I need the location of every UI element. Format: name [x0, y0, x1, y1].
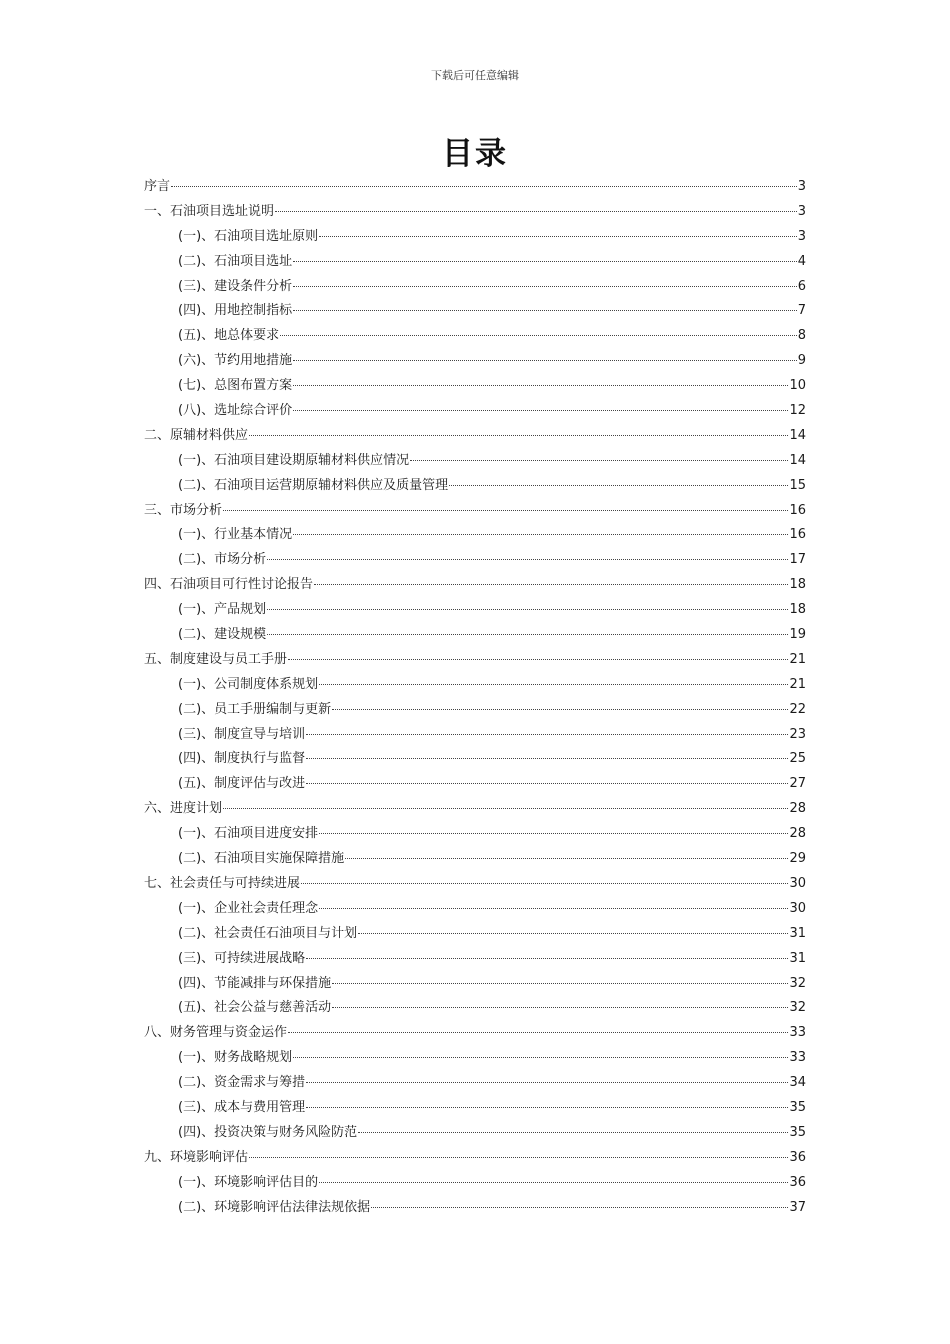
toc-entry[interactable] [144, 723, 806, 748]
toc-entry-label: (二)、社会责任石油项目与计划 [178, 925, 358, 941]
toc-entry-page-number: 16 [789, 502, 806, 518]
toc-entry[interactable] [144, 1146, 806, 1171]
toc-entry-label: (三)、建设条件分析 [178, 278, 293, 294]
toc-entry-page-number: 23 [789, 726, 806, 742]
table-of-contents [144, 175, 806, 1220]
toc-entry[interactable] [144, 822, 806, 847]
toc-entry-page-number: 30 [789, 875, 806, 891]
toc-dot-leader [332, 1006, 788, 1008]
toc-entry[interactable] [144, 1071, 806, 1096]
toc-entry-label: (一)、财务战略规划 [178, 1050, 293, 1066]
toc-entry-label: (五)、地总体要求 [178, 328, 280, 344]
toc-entry[interactable] [144, 648, 806, 673]
toc-entry-label: (一)、企业社会责任理念 [178, 900, 319, 916]
toc-dot-leader [223, 807, 788, 809]
toc-entry[interactable] [144, 1196, 806, 1221]
toc-entry[interactable] [144, 449, 806, 474]
toc-entry-page-number: 17 [789, 552, 806, 568]
toc-entry-page-number: 35 [789, 1124, 806, 1140]
toc-entry[interactable] [144, 275, 806, 300]
toc-entry[interactable] [144, 175, 806, 200]
toc-entry-label: (一)、石油项目选址原则 [178, 228, 319, 244]
toc-entry-label: (四)、用地控制指标 [178, 303, 293, 319]
toc-dot-leader [267, 633, 788, 635]
toc-dot-leader [293, 285, 797, 287]
toc-entry-label: (一)、环境影响评估目的 [178, 1174, 319, 1190]
toc-entry[interactable] [144, 972, 806, 997]
toc-entry[interactable] [144, 250, 806, 275]
toc-dot-leader [275, 210, 797, 212]
toc-entry[interactable] [144, 772, 806, 797]
toc-entry[interactable] [144, 598, 806, 623]
toc-dot-leader [306, 733, 788, 735]
toc-entry[interactable] [144, 474, 806, 499]
toc-entry[interactable] [144, 922, 806, 947]
toc-entry-page-number: 6 [797, 278, 806, 294]
toc-entry-page-number: 16 [789, 527, 806, 543]
toc-entry-label: 八、财务管理与资金运作 [144, 1025, 288, 1041]
toc-entry-label: (三)、成本与费用管理 [178, 1099, 306, 1115]
toc-dot-leader [293, 1056, 788, 1058]
toc-entry-label: (三)、制度宣导与培训 [178, 726, 306, 742]
toc-entry-page-number: 35 [789, 1099, 806, 1115]
toc-dot-leader [280, 334, 797, 336]
toc-entry-page-number: 21 [789, 676, 806, 692]
toc-entry[interactable] [144, 797, 806, 822]
toc-entry-label: (五)、制度评估与改进 [178, 776, 306, 792]
toc-entry[interactable] [144, 897, 806, 922]
toc-entry-page-number: 33 [789, 1025, 806, 1041]
toc-entry-label: 七、社会责任与可持续进展 [144, 875, 301, 891]
toc-entry-label: 序言 [144, 179, 171, 194]
toc-dot-leader [249, 1156, 788, 1158]
toc-entry[interactable] [144, 847, 806, 872]
toc-entry-label: (二)、石油项目选址 [178, 253, 293, 269]
toc-dot-leader [267, 608, 788, 610]
toc-dot-leader [288, 1031, 788, 1033]
toc-entry-label: (三)、可持续进展战略 [178, 950, 306, 966]
toc-entry-page-number: 36 [789, 1149, 806, 1165]
toc-entry[interactable] [144, 399, 806, 424]
toc-dot-leader [314, 583, 788, 585]
toc-entry[interactable] [144, 548, 806, 573]
toc-dot-leader [358, 932, 788, 934]
toc-entry-label: (八)、选址综合评价 [178, 403, 293, 419]
toc-dot-leader [293, 260, 797, 262]
toc-entry[interactable] [144, 1021, 806, 1046]
toc-entry[interactable] [144, 1096, 806, 1121]
toc-entry-page-number: 28 [789, 826, 806, 842]
toc-entry-page-number: 4 [797, 253, 806, 269]
toc-entry-page-number: 34 [789, 1075, 806, 1091]
toc-entry-label: 五、制度建设与员工手册 [144, 651, 288, 667]
toc-entry[interactable] [144, 374, 806, 399]
toc-entry-page-number: 22 [789, 701, 806, 717]
toc-entry-page-number: 9 [797, 353, 806, 369]
toc-entry-page-number: 30 [789, 900, 806, 916]
toc-entry-page-number: 31 [789, 925, 806, 941]
toc-entry-label: (一)、公司制度体系规划 [178, 676, 319, 692]
toc-entry[interactable] [144, 872, 806, 897]
toc-entry-page-number: 3 [797, 228, 806, 244]
toc-entry[interactable] [144, 523, 806, 548]
toc-entry-page-number: 3 [797, 203, 806, 219]
toc-entry-page-number: 18 [789, 602, 806, 618]
toc-entry-page-number: 32 [789, 975, 806, 991]
toc-entry-page-number: 19 [789, 627, 806, 643]
toc-entry-label: 一、石油项目选址说明 [144, 203, 275, 219]
toc-dot-leader [319, 907, 788, 909]
toc-entry-label: (五)、社会公益与慈善活动 [178, 1000, 332, 1016]
toc-entry[interactable] [144, 947, 806, 972]
toc-entry-page-number: 8 [797, 328, 806, 344]
toc-entry[interactable] [144, 698, 806, 723]
toc-entry[interactable] [144, 299, 806, 324]
toc-dot-leader [223, 509, 788, 511]
toc-entry[interactable] [144, 1171, 806, 1196]
toc-dot-leader [293, 309, 797, 311]
toc-dot-leader [293, 409, 788, 411]
toc-dot-leader [293, 359, 797, 361]
toc-dot-leader [332, 708, 788, 710]
toc-title: 目录 [442, 136, 508, 172]
toc-entry-page-number: 32 [789, 1000, 806, 1016]
toc-entry-label: (一)、行业基本情况 [178, 527, 293, 543]
toc-entry[interactable] [144, 1121, 806, 1146]
toc-entry-label: (七)、总图布置方案 [178, 378, 293, 394]
toc-dot-leader [306, 1106, 788, 1108]
toc-entry[interactable] [144, 573, 806, 598]
toc-dot-leader [267, 558, 788, 560]
toc-entry[interactable] [144, 499, 806, 524]
toc-dot-leader [306, 957, 788, 959]
toc-entry[interactable] [144, 1046, 806, 1071]
toc-entry-page-number: 7 [797, 303, 806, 319]
toc-dot-leader [293, 533, 788, 535]
toc-entry-label: (一)、石油项目进度安排 [178, 826, 319, 842]
toc-entry-page-number: 27 [789, 776, 806, 792]
toc-entry-page-number: 18 [789, 577, 806, 593]
toc-dot-leader [249, 434, 788, 436]
toc-entry-page-number: 15 [789, 477, 806, 493]
toc-dot-leader [358, 1131, 788, 1133]
toc-dot-leader [171, 185, 797, 187]
toc-dot-leader [306, 782, 788, 784]
toc-entry-label: 六、进度计划 [144, 801, 223, 817]
toc-entry-label: (二)、建设规模 [178, 627, 267, 643]
toc-entry-page-number: 36 [789, 1174, 806, 1190]
toc-dot-leader [306, 757, 788, 759]
toc-entry-page-number: 3 [797, 179, 806, 194]
toc-dot-leader [319, 235, 797, 237]
toc-entry[interactable] [144, 996, 806, 1021]
toc-entry[interactable] [144, 424, 806, 449]
toc-entry-page-number: 37 [789, 1199, 806, 1215]
toc-entry-label: (二)、市场分析 [178, 552, 267, 568]
toc-entry-label: (四)、制度执行与监督 [178, 751, 306, 767]
toc-dot-leader [319, 1181, 788, 1183]
toc-entry-label: (六)、节约用地措施 [178, 353, 293, 369]
toc-entry[interactable] [144, 324, 806, 349]
toc-entry-page-number: 33 [789, 1050, 806, 1066]
header-note: 下载后可任意编辑 [431, 69, 519, 82]
toc-entry-label: (二)、石油项目实施保障措施 [178, 851, 345, 867]
toc-entry-page-number: 14 [789, 452, 806, 468]
toc-entry-label: 四、石油项目可行性讨论报告 [144, 577, 314, 593]
toc-entry-page-number: 28 [789, 801, 806, 817]
toc-entry-label: (四)、节能减排与环保措施 [178, 975, 332, 991]
toc-dot-leader [449, 484, 788, 486]
toc-entry-label: (二)、石油项目运营期原辅材料供应及质量管理 [178, 477, 449, 493]
toc-dot-leader [288, 658, 788, 660]
toc-dot-leader [319, 832, 788, 834]
toc-entry-label: 三、市场分析 [144, 502, 223, 518]
toc-dot-leader [345, 857, 788, 859]
toc-entry-page-number: 29 [789, 851, 806, 867]
toc-entry[interactable] [144, 673, 806, 698]
toc-entry-label: (二)、员工手册编制与更新 [178, 701, 332, 717]
toc-dot-leader [319, 683, 788, 685]
toc-entry-label: (一)、石油项目建设期原辅材料供应情况 [178, 452, 410, 468]
toc-dot-leader [293, 384, 788, 386]
toc-dot-leader [371, 1206, 788, 1208]
toc-entry-label: (一)、产品规划 [178, 602, 267, 618]
toc-entry[interactable] [144, 200, 806, 225]
toc-entry-label: (四)、投资决策与财务风险防范 [178, 1124, 358, 1140]
toc-entry[interactable] [144, 349, 806, 374]
toc-entry-page-number: 12 [789, 403, 806, 419]
toc-entry-label: (二)、环境影响评估法律法规依据 [178, 1199, 371, 1215]
toc-entry-page-number: 21 [789, 651, 806, 667]
toc-entry[interactable] [144, 747, 806, 772]
toc-entry[interactable] [144, 623, 806, 648]
toc-dot-leader [410, 459, 788, 461]
toc-entry-label: (二)、资金需求与筹措 [178, 1075, 306, 1091]
toc-entry-page-number: 31 [789, 950, 806, 966]
toc-entry-page-number: 25 [789, 751, 806, 767]
toc-entry-page-number: 10 [789, 378, 806, 394]
toc-entry-label: 二、原辅材料供应 [144, 427, 249, 443]
toc-entry[interactable] [144, 225, 806, 250]
toc-dot-leader [332, 982, 788, 984]
toc-dot-leader [301, 882, 788, 884]
toc-dot-leader [306, 1081, 788, 1083]
toc-entry-label: 九、环境影响评估 [144, 1149, 249, 1165]
toc-entry-page-number: 14 [789, 427, 806, 443]
